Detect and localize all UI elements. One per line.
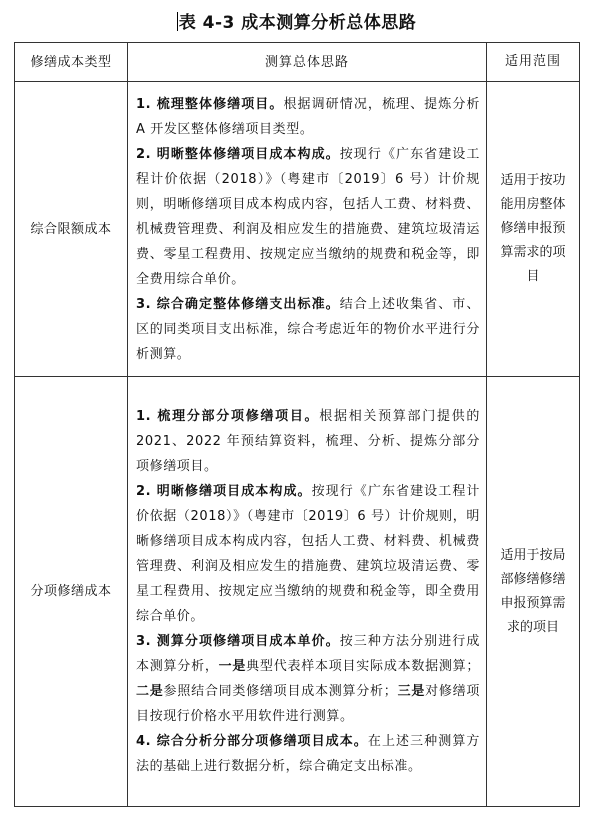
- approach-item: [136, 92, 480, 142]
- approach-item: [136, 142, 480, 292]
- table-row: [15, 377, 580, 807]
- text-cursor: [177, 12, 178, 31]
- approach-cell: [128, 377, 487, 807]
- scope-cell: 适用于按功能用房整体修缮申报预算需求的项目: [487, 82, 580, 377]
- approach-item: [136, 292, 480, 367]
- approach-item-lead: 3. 综合确定整体修缮支出标准。: [136, 296, 340, 312]
- approach-item-text: 按现行《广东省建设工程计价依据（2018）》（粤建市〔2019〕6 号）计价规则，明晰修缮项目成本构成内容，包括人工费、材料费、机械费管理费、利润及相应发生的措施费、建筑垃圾清运费、零星工程费用、按规定应当缴纳的规费和税金等，即全费用综合单价。: [136, 146, 480, 287]
- method-two-label: 二是: [136, 684, 164, 699]
- cost-type-cell: 分项修缮成本: [15, 377, 128, 807]
- approach-item-lead: 2. 明晰修缮项目成本构成。: [136, 484, 312, 499]
- approach-item: [136, 729, 480, 779]
- table-title: [0, 8, 593, 33]
- approach-item-text: 结合上述收集省、市、区的同类项目支出标准，综合考虑近年的物价水平进行分析测算。: [136, 296, 480, 362]
- method-three-text: 对修缮项目按现行价格水平用软件进行测算。: [136, 684, 481, 724]
- method-one-label: 一是: [218, 659, 247, 674]
- approach-item: [136, 629, 480, 729]
- approach-item-text: 根据调研情况，梳理、提炼分析 A 开发区整体修缮项目类型。: [136, 96, 480, 137]
- approach-item-lead: 1. 梳理整体修缮项目。: [136, 96, 284, 112]
- approach-item-text: 在上述三种测算方法的基础上进行数据分析，综合确定支出标准。: [136, 734, 481, 774]
- header-scope: 适用范围: [487, 43, 580, 82]
- method-three-label: 三是: [397, 684, 426, 699]
- method-one-text: 典型代表样本项目实际成本数据测算；: [246, 659, 481, 674]
- approach-item-lead: 4. 综合分析分部分项修缮项目成本。: [136, 734, 368, 749]
- method-two-text: 参照结合同类修缮项目成本测算分析；: [163, 684, 398, 699]
- table-row: [15, 82, 580, 377]
- approach-item-lead: 2. 明晰整体修缮项目成本构成。: [136, 146, 340, 162]
- approach-item-text: 根据相关预算部门提供的 2021、2022 年预结算资料，梳理、分析、提炼分部分项修缮项目。: [136, 409, 480, 474]
- approach-item: [136, 479, 480, 629]
- scope-cell: 适用于按局部修缮修缮申报预算需求的项目: [487, 377, 580, 807]
- cost-type-cell: 综合限额成本: [15, 82, 128, 377]
- approach-item-lead: 1. 梳理分部分项修缮项目。: [136, 409, 320, 424]
- header-approach: 测算总体思路: [128, 43, 487, 82]
- method-intro: 按三种方法分别进行成本测算分析，: [136, 634, 480, 674]
- approach-item-text: 按现行《广东省建设工程计价依据（2018）》（粤建市〔2019〕6 号）计价规则，明晰修缮项目成本构成内容，包括人工费、材料费、机械费管理费、利润及相应发生的措施费、建筑垃圾清运费、零星工程费用、按规定应当缴纳的规费和税金等，即全费用综合单价。: [136, 484, 480, 624]
- table-header-row: [15, 43, 580, 82]
- approach-cell: [128, 82, 487, 377]
- table-title-text: 表 4-3 成本测算分析总体思路: [178, 13, 417, 33]
- cost-analysis-table: [14, 42, 580, 807]
- approach-item-lead: 3. 测算分项修缮项目成本单价。: [136, 634, 340, 649]
- approach-item: [136, 404, 480, 479]
- header-cost-type: 修缮成本类型: [15, 43, 128, 82]
